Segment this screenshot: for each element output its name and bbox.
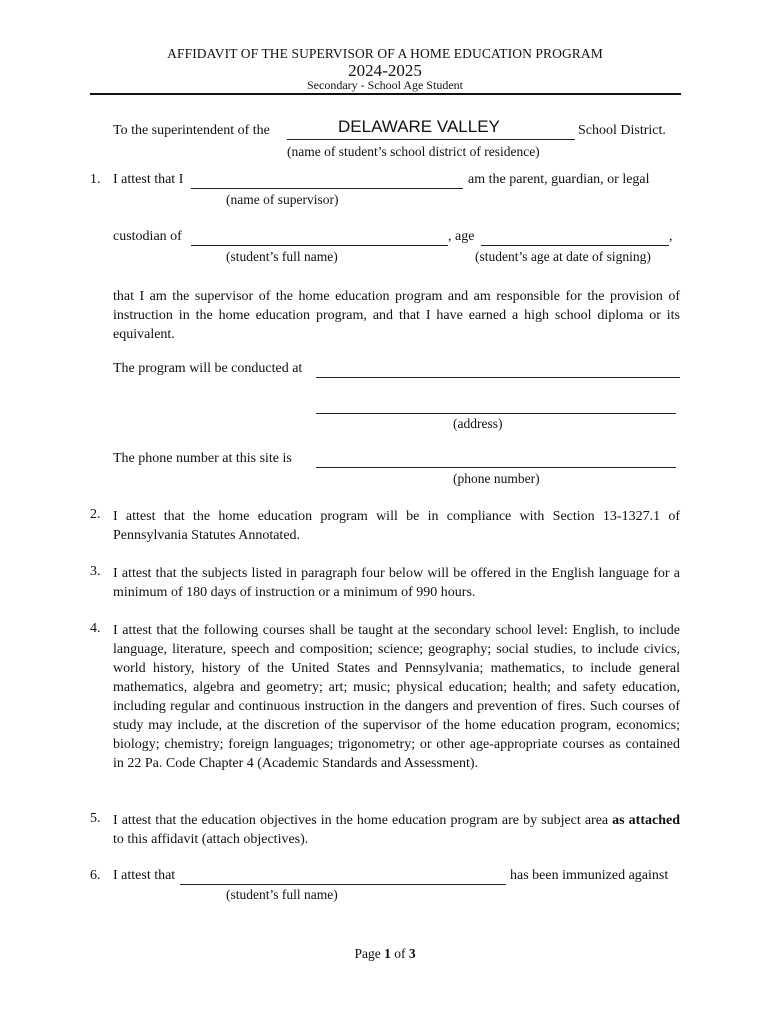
page-total: 3 <box>408 946 416 961</box>
district-field-line <box>287 139 575 140</box>
student-name-caption: (student’s full name) <box>226 249 338 264</box>
district-caption: (name of student’s school district of residence) <box>287 144 540 159</box>
student-name-field[interactable] <box>191 245 448 246</box>
header-rule <box>90 93 681 95</box>
page-of: of <box>394 946 406 961</box>
custodian-prefix: custodian of <box>113 229 182 244</box>
phone-caption: (phone number) <box>453 471 540 486</box>
item-6-number: 6. <box>90 868 101 883</box>
document-year: 2024-2025 <box>348 61 422 80</box>
address-caption: (address) <box>453 416 503 431</box>
page-number <box>0 946 770 962</box>
document-subtitle: Secondary - School Age Student <box>307 78 463 92</box>
age-label: , age <box>448 229 475 244</box>
district-field[interactable]: DELAWARE VALLEY <box>338 117 500 136</box>
page-current: 1 <box>384 946 391 961</box>
supervisor-statement: that I am the supervisor of the home education program and am responsible for the provision of instruction in the home education program, and that I have earned a high school diploma or its equivalent. <box>113 289 680 342</box>
supervisor-name-field[interactable] <box>191 188 463 189</box>
student-age-caption: (student’s age at date of signing) <box>475 249 651 264</box>
item-1-prefix: I attest that I <box>113 172 184 187</box>
item-5-number: 5. <box>90 811 101 826</box>
phone-label: The phone number at this site is <box>113 451 292 466</box>
item-4-text: I attest that the following courses shall be taught at the secondary school level: English, to include language, literature, speech and composition; science; geography; social studies, to include civics, world history, history of the United States and Pennsylvania; mathematics, to include general mathematics, algebra and geometry; art; music; physical education; health; and safety education, including regular and continuous instruction in the dangers and prevention of fires. Such courses of study may include, at the discretion of the supervisor of the home education program, economics; biology; chemistry; foreign languages; trigonometry; or other age-appropriate courses as contained in 22 Pa. Code Chapter 4 (Academic Standards and Assessment). <box>113 623 680 771</box>
supervisor-caption: (name of supervisor) <box>226 192 339 207</box>
immunized-student-field[interactable] <box>180 884 506 885</box>
item-2-number: 2. <box>90 507 101 522</box>
address-field-line-1[interactable] <box>316 377 680 378</box>
item-6-prefix: I attest that <box>113 868 176 883</box>
item-1-suffix: am the parent, guardian, or legal <box>468 172 650 187</box>
item-4-number: 4. <box>90 621 101 636</box>
item-1-number: 1. <box>90 172 101 187</box>
student-age-field[interactable] <box>481 245 669 246</box>
item-5-text <box>113 811 680 849</box>
item-6-suffix: has been immunized against <box>510 868 669 883</box>
document-title: AFFIDAVIT OF THE SUPERVISOR OF A HOME EDUCATION PROGRAM <box>167 46 603 61</box>
item-3-text: I attest that the subjects listed in paragraph four below will be offered in the English language for a minimum of 180 days of instruction or a minimum of 990 hours. <box>113 566 680 600</box>
item-5-text-before: I attest that the education objectives in the home education program are by subject area <box>113 813 609 828</box>
address-field-line-2[interactable] <box>316 413 676 414</box>
age-comma: , <box>669 229 673 244</box>
item-5-text-bold: as attached <box>612 813 680 828</box>
item-5-text-after: to this affidavit (attach objectives). <box>113 832 309 847</box>
item-2-text: I attest that the home education program will be in compliance with Section 13-1327.1 of Pennsylvania Statutes Annotated. <box>113 509 680 543</box>
intro-prefix: To the superintendent of the <box>113 123 270 138</box>
conducted-label: The program will be conducted at <box>113 361 303 376</box>
item-6-caption: (student’s full name) <box>226 887 338 902</box>
page-prefix: Page <box>354 946 381 961</box>
item-3-number: 3. <box>90 564 101 579</box>
phone-field[interactable] <box>316 467 676 468</box>
intro-suffix: School District. <box>578 123 666 138</box>
